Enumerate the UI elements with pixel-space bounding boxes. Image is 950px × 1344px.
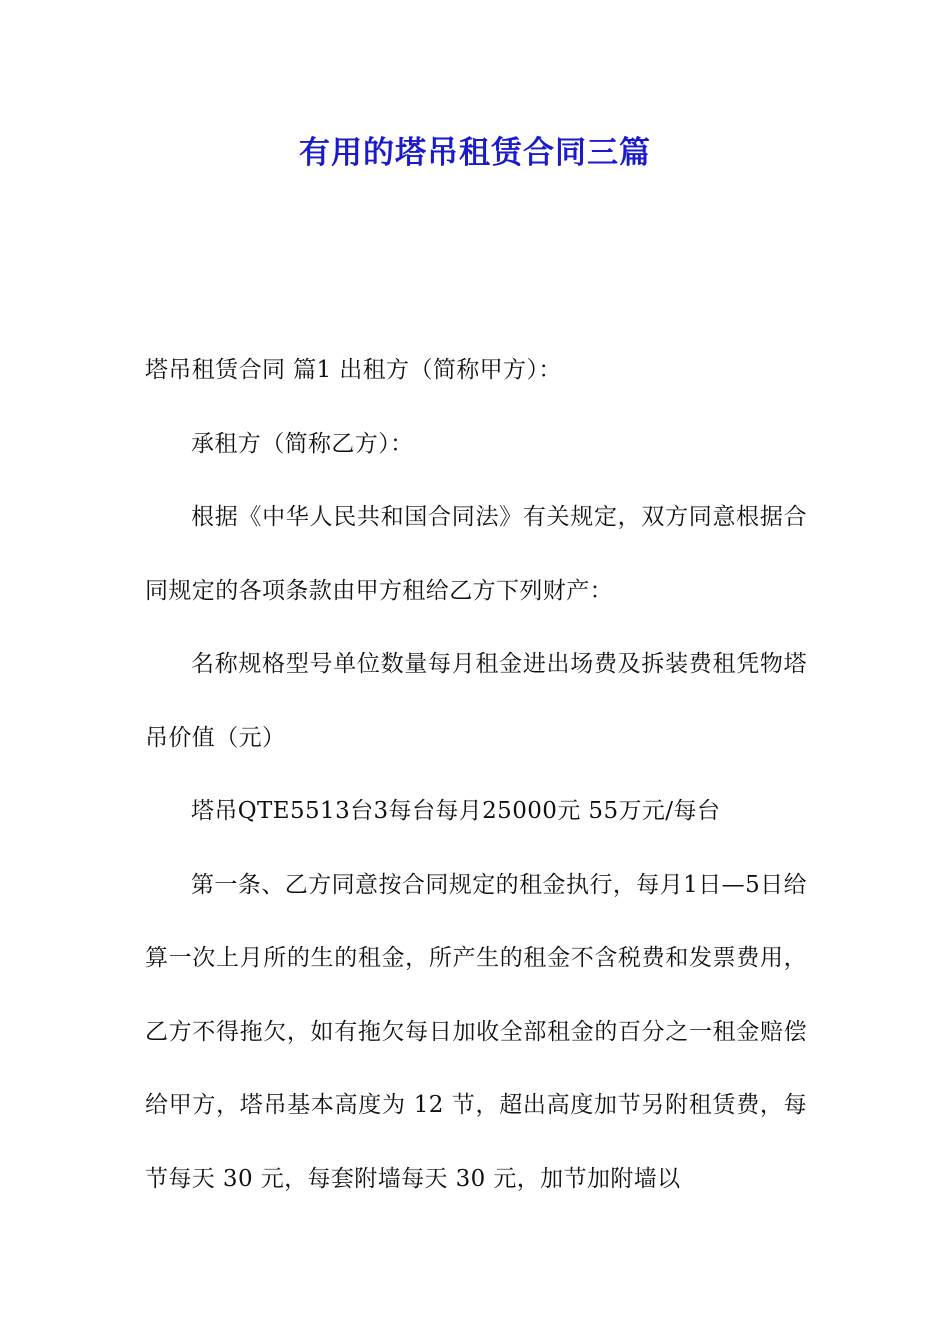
paragraph-property-header: 名称规格型号单位数量每月租金进出场费及拆装费租凭物塔吊价值（元） [145,651,807,751]
document-title: 有用的塔吊租赁合同三篇 [299,135,651,171]
document-body [145,334,807,1216]
paragraph-article-1: 第一条、乙方同意按合同规定的租金执行，每月1日—5日给算一次上月所的生的租金，所产生的租金不含税费和发票费用，乙方不得拖欠，如有拖欠每日加收全部租金的百分之一租金赔偿给甲方，塔吊基本高度为 12 节，超出高度加节另附租赁费，每节每天 30 元，每套附墙每天 30 元，加节加附墙以 [145,871,807,1192]
paragraph-intro: 塔吊租赁合同 篇1 出租方（简称甲方）： [145,357,562,383]
paragraph-legal-basis: 根据《中华人民共和国合同法》有关规定，双方同意根据合同规定的各项条款由甲方租给乙方下列财产： [145,504,807,604]
paragraph-property-row: 塔吊QTE5513台3每台每月25000元 55万元/每台 [191,798,721,824]
paragraph-lessee: 承租方（简称乙方）： [191,430,414,457]
